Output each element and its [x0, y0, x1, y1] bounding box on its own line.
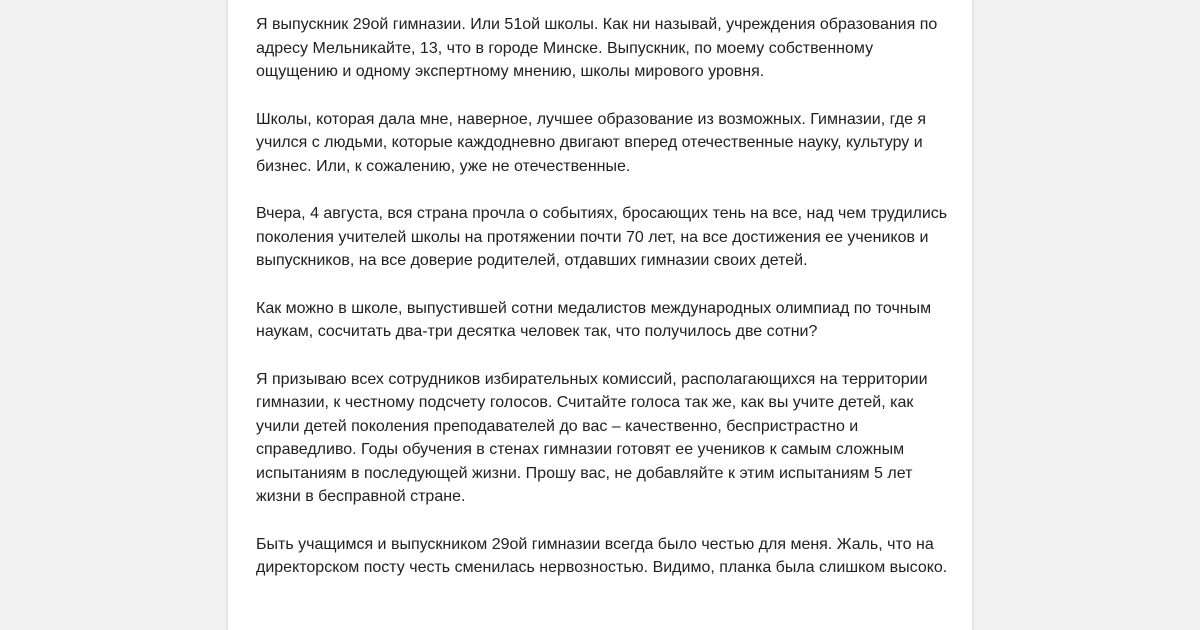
document-body: [256, 13, 956, 604]
paragraph-1: Я выпускник 29ой гимназии. Или 51ой школы. Как ни называй, учреждения образования по адресу Мельникайте, 13, что в городе Минске. Выпускник, по моему собственному ощущению и одному экспертному мнению, школы мирового уровня.: [256, 16, 938, 80]
document-page: [228, 0, 972, 630]
paragraph-6: Быть учащимся и выпускником 29ой гимназии всегда было честью для меня. Жаль, что на директорском посту честь сменилась нервозностью. Видимо, планка была слишком высоко.: [256, 535, 948, 576]
paragraph-3: Вчера, 4 августа, вся страна прочла о событиях, бросающих тень на все, над чем трудились поколения учителей школы на протяжении почти 70 лет, на все достижения ее учеников и выпускников, на все доверие родителей, отдавших гимназии своих детей.: [256, 205, 948, 269]
paragraph-2: Школы, которая дала мне, наверное, лучшее образование из возможных. Гимназии, где я учился с людьми, которые каждодневно двигают вперед отечественные науку, культуру и бизнес. Или, к сожалению, уже не отечественные.: [256, 110, 927, 175]
paragraph-5: Я призываю всех сотрудников избирательных комиссий, располагающихся на территории гимназии, к честному подсчету голосов. Считайте голоса так же, как вы учите детей, как учили детей поколения преподавателей до вас – качественно, беспристрастно и справедливо. Годы обучения в стенах гимназии готовят ее учеников к самым сложным испытаниям в последующей жизни. Прошу вас, не добавляйте к этим испытаниям 5 лет жизни в бесправной стране.: [256, 370, 928, 505]
paragraph-4: Как можно в школе, выпустившей сотни медалистов международных олимпиад по точным наукам, сосчитать два-три десятка человек так, что получилось две сотни?: [256, 299, 932, 340]
